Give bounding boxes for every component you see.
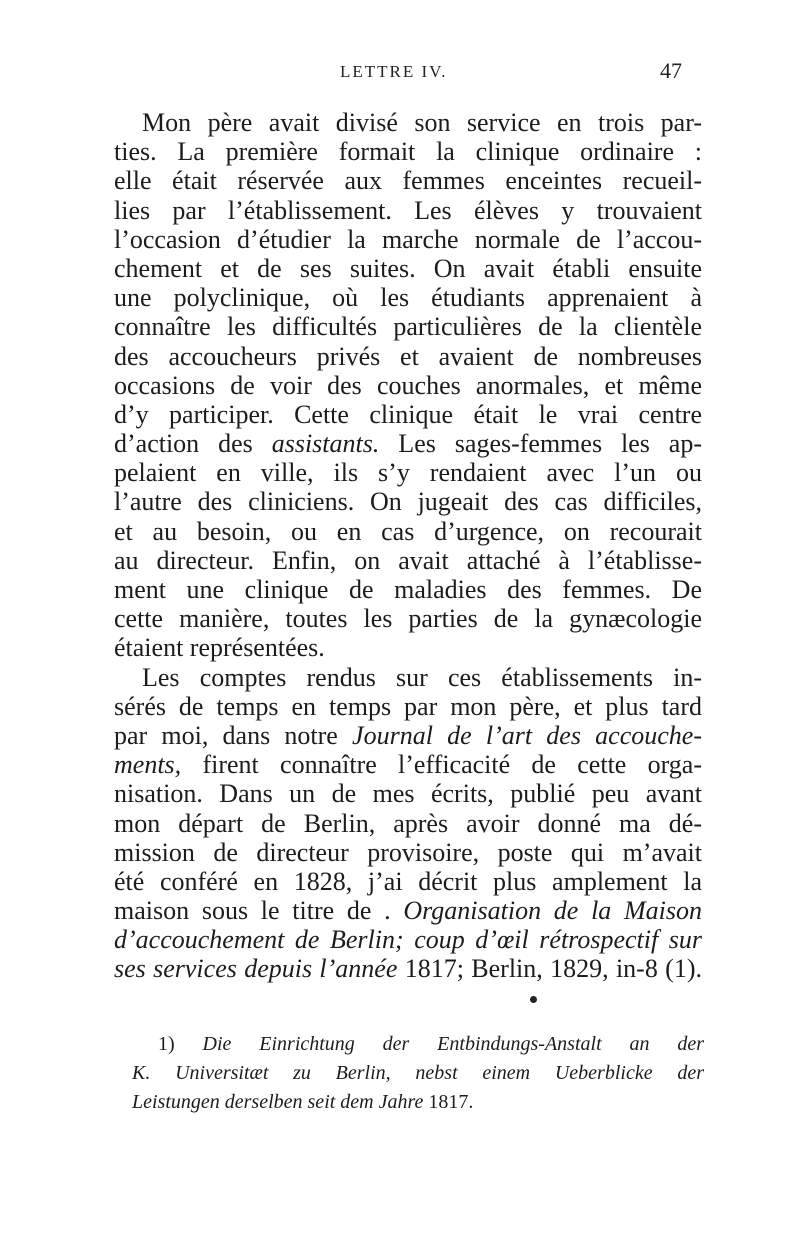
text-line: et au besoin, ou en cas d’urgence, on recourait xyxy=(114,516,702,546)
text-segment: 1817; Berlin, 1829, in-8 (1). xyxy=(397,954,702,984)
text-line: occasions de voir des couches anormales, et même xyxy=(114,370,702,400)
text-line: chement et de ses suites. On avait établi ensuite xyxy=(114,253,702,283)
text-line: été conféré en 1828, j’ai décrit plus amplement la xyxy=(114,866,702,896)
work-title: Organisation de la Maison xyxy=(403,896,703,926)
ink-dot xyxy=(530,996,537,1003)
text-line: au directeur. Enfin, on avait attaché à l’établisse- xyxy=(114,545,702,575)
italic-term: assistants. xyxy=(271,429,380,459)
text-line xyxy=(114,925,702,954)
text-line: cette manière, toutes les parties de la gynæcologie xyxy=(114,604,702,634)
text-line: l’autre des cliniciens. On jugeait des cas difficiles, xyxy=(114,487,702,517)
running-title: LETTRE IV. xyxy=(340,62,448,81)
text-line: ties. La première formait la clinique ordinaire : xyxy=(114,137,702,167)
text-segment: firent connaître l’efficacité de cette orga- xyxy=(181,750,702,780)
text-line: elle était réservée aux femmes enceintes recueil- xyxy=(114,166,702,196)
text-line: mon départ de Berlin, après avoir donné ma dé- xyxy=(114,808,702,838)
text-segment: Les sages-femmes les ap- xyxy=(379,429,703,459)
text-line: d’y participer. Cette clinique était le vrai centre xyxy=(114,399,702,429)
text-segment: d’action des xyxy=(114,429,272,459)
text-line: Les comptes rendus sur ces établissements in- xyxy=(142,662,702,692)
footnote-line xyxy=(132,1030,704,1059)
footnote xyxy=(132,1030,704,1117)
text-line: pelaient en ville, ils s’y rendaient avec l’un ou xyxy=(114,458,702,488)
running-head xyxy=(0,58,800,88)
journal-title: Journal de l’art des accouche- xyxy=(352,720,702,750)
body-text xyxy=(114,108,702,984)
text-line xyxy=(114,721,702,750)
text-line: étaient représentées. xyxy=(114,633,325,663)
footnote-line: K. Universitæt zu Berlin, nebst einem Ueberblicke der xyxy=(132,1062,704,1084)
text-line: l’occasion d’étudier la marche normale de l’accou- xyxy=(114,224,702,254)
text-line: connaître les difficultés particulières de la clientèle xyxy=(114,312,702,342)
text-line: une polyclinique, où les étudiants apprenaient à xyxy=(114,283,702,313)
footnote-line xyxy=(132,1088,704,1117)
journal-title-end: ments, xyxy=(114,750,182,780)
footnote-marker: 1) xyxy=(158,1033,175,1055)
text-line xyxy=(114,954,702,983)
text-line: mission de directeur provisoire, poste qui m’avait xyxy=(114,837,702,867)
footnote-year: 1817. xyxy=(428,1091,474,1113)
text-line: des accoucheurs privés et avaient de nombreuses xyxy=(114,341,702,371)
text-line: sérés de temps en temps par mon père, et plus tard xyxy=(114,691,702,721)
text-line xyxy=(114,896,702,925)
text-line: Mon père avait divisé son service en trois par- xyxy=(142,108,702,137)
text-segment: par moi, dans notre xyxy=(114,720,353,750)
page-number: 47 xyxy=(660,58,682,83)
footnote-text: Leistungen derselben seit dem Jahre xyxy=(132,1091,429,1113)
text-line xyxy=(114,429,702,458)
work-title-cont: d’accouchement de Berlin; coup d’œil rétrospectif sur xyxy=(114,925,702,955)
text-line: ment une clinique de maladies des femmes. De xyxy=(114,575,702,604)
text-line: lies par l’établissement. Les élèves y trouvaient xyxy=(114,195,702,225)
work-title-end: ses services depuis l’année xyxy=(114,954,398,984)
footnote-text: Die Einrichtung der Entbindungs-Anstalt an der xyxy=(174,1033,704,1055)
text-segment: maison sous le titre de . xyxy=(114,896,404,926)
text-line xyxy=(114,750,702,779)
text-line: nisation. Dans un de mes écrits, publié peu avant xyxy=(114,779,702,809)
